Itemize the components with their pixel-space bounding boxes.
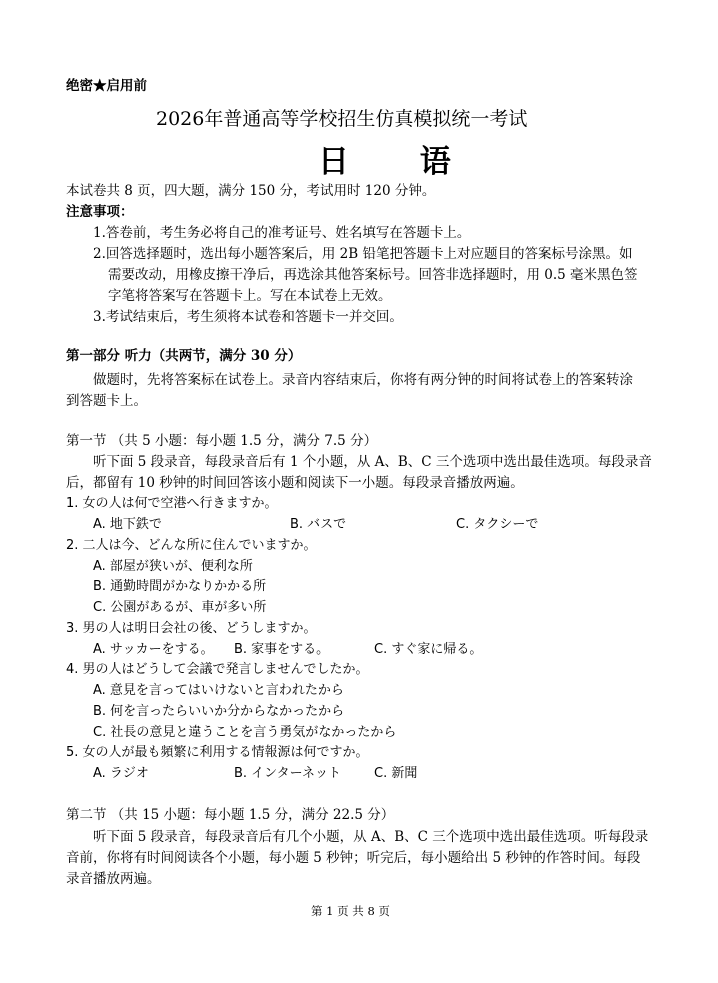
option: B. 何を言ったらいいか分からなかったから [93, 704, 345, 719]
option: C. 公園があるが、車が多い所 [93, 600, 267, 615]
section2-instruction: 录音播放两遍。 [66, 871, 161, 887]
option: A. 部屋が狭いが、便利な所 [93, 559, 253, 574]
option: C. タクシーで [456, 517, 539, 532]
option: A. 地下鉄で [93, 517, 162, 532]
exam-info: 本试卷共 8 页，四大题，满分 150 分，考试用时 120 分钟。 [66, 183, 436, 199]
question-stem: 5. 女の人が最も頻繁に利用する情報源は何ですか。 [66, 745, 369, 760]
notice-item: 1.答卷前，考生务必将自己的准考证号、姓名填写在答题卡上。 [93, 225, 471, 241]
notice-heading: 注意事项： [66, 204, 134, 220]
option: B. 通勤時間がかなりかかる所 [93, 579, 267, 594]
option: C. 新聞 [374, 766, 418, 781]
option: B. 家事をする。 [234, 642, 330, 657]
part1-heading: 第一部分 听力（共两节，满分 30 分） [66, 348, 302, 364]
notice-item: 2.回答选择题时，选出每小题答案后，用 2B 铅笔把答题卡上对应题目的答案标号涂黑。如 [93, 246, 633, 262]
subject-title: 日 语 [318, 144, 481, 180]
section1-instruction: 听下面 5 段录音，每段录音后有 1 个小题，从 A、B、C 三个选项中选出最佳选项。每段录音 [93, 454, 652, 470]
question-stem: 1. 女の人は何で空港へ行きますか。 [66, 496, 278, 511]
question-stem: 4. 男の人はどうして会議で発言しませんでしたか。 [66, 662, 369, 677]
notice-item-cont: 需要改动，用橡皮擦干净后，再选涂其他答案标号。回答非选择题时，用 0.5 毫米黑色签 [108, 267, 638, 283]
section2-heading: 第二节 （共 15 小题：每小题 1.5 分，满分 22.5 分） [66, 807, 395, 823]
section2-instruction: 音前，你将有时间阅读各个小题，每小题 5 秒钟；听完后，每小题给出 5 秒钟的作答时间。每段 [66, 850, 641, 866]
option: A. サッカーをする。 [93, 642, 214, 657]
part1-instruction: 到答题卡上。 [66, 393, 147, 409]
section1-instruction: 后，都留有 10 秒钟的时间回答该小题和阅读下一小题。每段录音播放两遍。 [66, 475, 524, 491]
section2-instruction: 听下面 5 段录音，每段录音后有几个小题，从 A、B、C 三个选项中选出最佳选项。听每段录 [93, 829, 649, 845]
question-stem: 3. 男の人は明日会社の後、どうしますか。 [66, 621, 317, 636]
option: C. すぐ家に帰る。 [374, 642, 483, 657]
question-stem: 2. 二人は今、どんな所に住んでいますか。 [66, 538, 317, 553]
part1-instruction: 做题时，先将答案标在试卷上。录音内容结束后，你将有两分钟的时间将试卷上的答案转涂 [93, 372, 633, 388]
option: A. 意見を言ってはいけないと言われたから [93, 683, 344, 698]
option: C. 社長の意見と違うことを言う勇気がなかったから [93, 725, 397, 740]
confidential-label: 绝密★启用前 [66, 78, 147, 94]
section1-heading: 第一节 （共 5 小题：每小题 1.5 分，满分 7.5 分） [66, 433, 378, 449]
option: B. インターネット [234, 766, 342, 781]
page-number: 第 1 页 共 8 页 [311, 904, 390, 918]
option: B. バスで [290, 517, 347, 532]
exam-title: 2026年普通高等学校招生仿真模拟统一考试 [156, 108, 528, 130]
notice-item-cont: 字笔将答案写在答题卡上。写在本试卷上无效。 [108, 288, 392, 304]
notice-item: 3.考试结束后，考生须将本试卷和答题卡一并交回。 [93, 309, 403, 325]
option: A. ラジオ [93, 766, 149, 781]
